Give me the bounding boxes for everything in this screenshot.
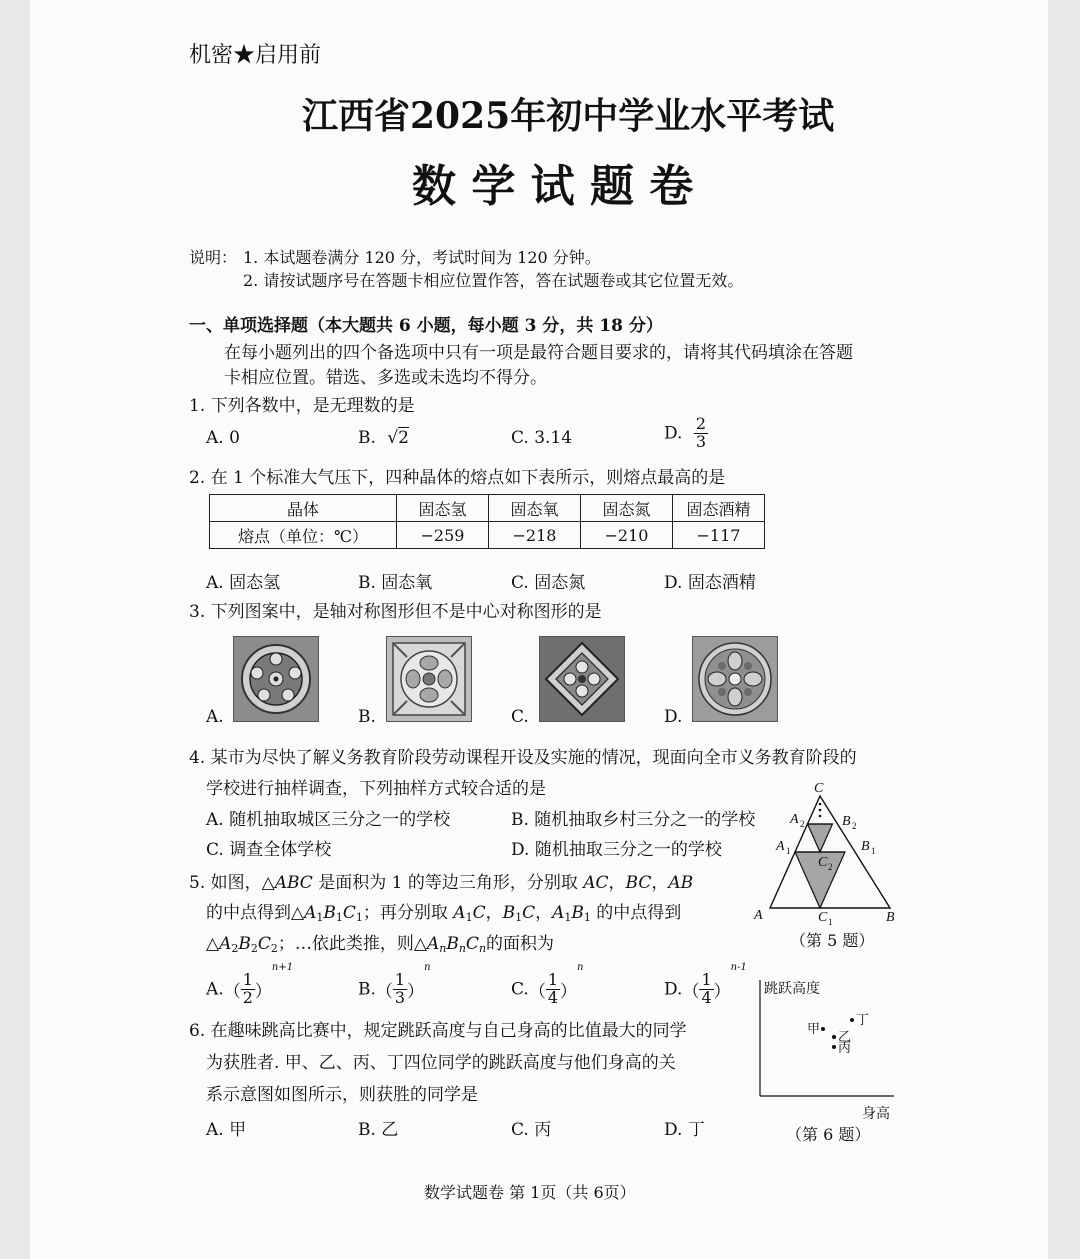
q5-stem-line1: 5. 如图，△ABC 是面积为 1 的等边三角形，分别取 AC，BC，AB xyxy=(189,873,694,893)
q2-option-c: C. 固态氮 xyxy=(511,573,586,593)
label-c2: C xyxy=(818,855,828,870)
point-yi xyxy=(832,1035,836,1039)
q6-option-c: C. 丙 xyxy=(511,1120,552,1140)
q6-stem-line2: 为获胜者. 甲、乙、丙、丁四位同学的跳跃高度与他们身高的关 xyxy=(206,1053,676,1073)
table-header: 晶体 xyxy=(210,495,397,522)
q5-option-c: C.（ $\frac{1}{4}$ ）$^n$ xyxy=(511,962,584,1007)
q5-option-d: D.（ $\frac{1}{4}$ ）$^{n-1}$ xyxy=(664,962,747,1007)
table-cell: 熔点（单位：℃） xyxy=(210,522,397,549)
table-header: 固态氧 xyxy=(489,495,581,522)
q4-stem-line1: 4. 某市为尽快了解义务教育阶段劳动课程开设及实施的情况，现面向全市义务教育阶段的 xyxy=(189,748,857,768)
label-ding: 丁 xyxy=(856,1013,870,1028)
label-b: B xyxy=(886,910,895,925)
point-bing xyxy=(832,1045,836,1049)
q2-option-b: B. 固态氧 xyxy=(358,573,433,593)
q2-stem: 2. 在 1 个标准大气压下，四种晶体的熔点如下表所示，则熔点最高的是 xyxy=(189,468,726,488)
label-a1: A xyxy=(776,839,785,854)
label-a1-sub: 1 xyxy=(786,846,791,856)
triangle-a2b2c2 xyxy=(808,824,833,852)
q4-stem-line2: 学校进行抽样调查，下列抽样方式较合适的是 xyxy=(206,779,546,799)
label-b1-sub: 1 xyxy=(871,846,876,856)
pattern-a-image xyxy=(233,636,319,722)
label-c: C xyxy=(814,781,824,796)
q6-stem-line1: 6. 在趣味跳高比赛中，规定跳跃高度与自己身高的比值最大的同学 xyxy=(189,1021,687,1041)
label-a2-sub: 2 xyxy=(800,819,805,829)
label-c1-sub: 1 xyxy=(828,917,833,927)
q1-option-b: B. √2 xyxy=(358,428,409,448)
q3-option-b: B. xyxy=(358,707,376,727)
note-1: 1. 本试题卷满分 120 分，考试时间为 120 分钟。 xyxy=(243,248,601,267)
table-cell: −210 xyxy=(581,522,673,549)
q4-option-c: C. 调查全体学校 xyxy=(206,840,332,860)
pattern-b-image xyxy=(386,636,472,722)
q4-option-a: A. 随机抽取城区三分之一的学校 xyxy=(206,810,451,830)
q5-stem-line2: 的中点得到$\triangle A_1B_1C_1$；再分别取 $A_1C$，$B_1C$，$A_1B_1$ 的中点得到 xyxy=(206,903,682,924)
point-jia xyxy=(821,1027,825,1031)
exam-title: 江西省2025年初中学业水平考试 xyxy=(302,95,835,137)
pattern-d-image xyxy=(692,636,778,722)
q4-option-d: D. 随机抽取三分之一的学校 xyxy=(511,840,722,860)
label-bing: 丙 xyxy=(838,1041,852,1056)
table-cell: −218 xyxy=(489,522,581,549)
label-yi: 乙 xyxy=(838,1030,852,1045)
q3-option-d: D. xyxy=(664,707,683,727)
pattern-c-image xyxy=(539,636,625,722)
note-2: 2. 请按试题序号在答题卡相应位置作答，答在试题卷或其它位置无效。 xyxy=(243,271,744,290)
notes-label: 说明： xyxy=(189,248,238,267)
q3-stem: 3. 下列图案中，是轴对称图形但不是中心对称图形的是 xyxy=(189,602,602,622)
q3-option-c: C. xyxy=(511,707,529,727)
q1-stem: 1. 下列各数中，是无理数的是 xyxy=(189,396,415,416)
point-ding xyxy=(850,1018,854,1022)
q6-option-d: D. 丁 xyxy=(664,1120,705,1140)
q2-option-a: A. 固态氢 xyxy=(206,573,281,593)
q5-option-a: A.（ $\frac{1}{2}$ ）$^{n+1}$ xyxy=(206,962,294,1007)
label-c2-sub: 2 xyxy=(828,862,833,872)
table-header: 固态氮 xyxy=(581,495,673,522)
q3-option-a: A. xyxy=(206,707,224,727)
q2-option-d: D. 固态酒精 xyxy=(664,573,756,593)
q5-triangle-figure xyxy=(750,778,900,928)
x-axis-label: 身高 xyxy=(862,1106,890,1122)
q6-scatter-figure xyxy=(756,976,900,1122)
label-jia: 甲 xyxy=(807,1022,821,1037)
label-b1: B xyxy=(861,839,870,854)
paper-title: 数 学 试 题 卷 xyxy=(412,161,694,212)
confidential-label: 机密★启用前 xyxy=(189,43,322,68)
section-heading: 一、单项选择题（本大题共 6 小题，每小题 3 分，共 18 分） xyxy=(189,316,663,336)
ellipsis-dots xyxy=(819,803,822,818)
section-instruction-2: 卡相应位置。错选、多选或未选均不得分。 xyxy=(224,368,547,388)
q5-option-b: B.（ $\frac{1}{3}$ ）$^n$ xyxy=(358,962,431,1007)
label-a: A xyxy=(754,908,763,923)
table-header: 固态氢 xyxy=(397,495,489,522)
q6-caption: （第 6 题） xyxy=(786,1125,871,1144)
q1-option-d: D. $\frac{2}{3}$ xyxy=(664,414,707,451)
table-header: 固态酒精 xyxy=(673,495,765,522)
q5-caption: （第 5 题） xyxy=(790,931,875,950)
section-instruction-1: 在每小题列出的四个备选项中只有一项是最符合题目要求的，请将其代码填涂在答题 xyxy=(224,343,853,363)
q1-option-a: A. 0 xyxy=(206,428,240,448)
q4-option-b: B. 随机抽取乡村三分之一的学校 xyxy=(511,810,756,830)
q6-option-a: A. 甲 xyxy=(206,1120,247,1140)
label-b2: B xyxy=(842,814,851,829)
y-axis-label: 跳跃高度 xyxy=(764,981,820,997)
table-cell: −259 xyxy=(397,522,489,549)
q5-stem-line3: $\triangle A_2B_2C_2$；…依此类推，则$\triangle A_nB_nC_n$的面积为 xyxy=(206,934,555,955)
q6-stem-line3: 系示意图如图所示，则获胜的同学是 xyxy=(206,1085,478,1105)
label-c1: C xyxy=(818,910,828,925)
melting-point-table xyxy=(209,494,765,549)
q6-option-b: B. 乙 xyxy=(358,1120,399,1140)
q1-option-c: C. 3.14 xyxy=(511,428,573,448)
page-footer: 数学试题卷 第 1页（共 6页） xyxy=(424,1183,636,1202)
label-a2: A xyxy=(790,812,799,827)
label-b2-sub: 2 xyxy=(852,821,857,831)
table-cell: −117 xyxy=(673,522,765,549)
